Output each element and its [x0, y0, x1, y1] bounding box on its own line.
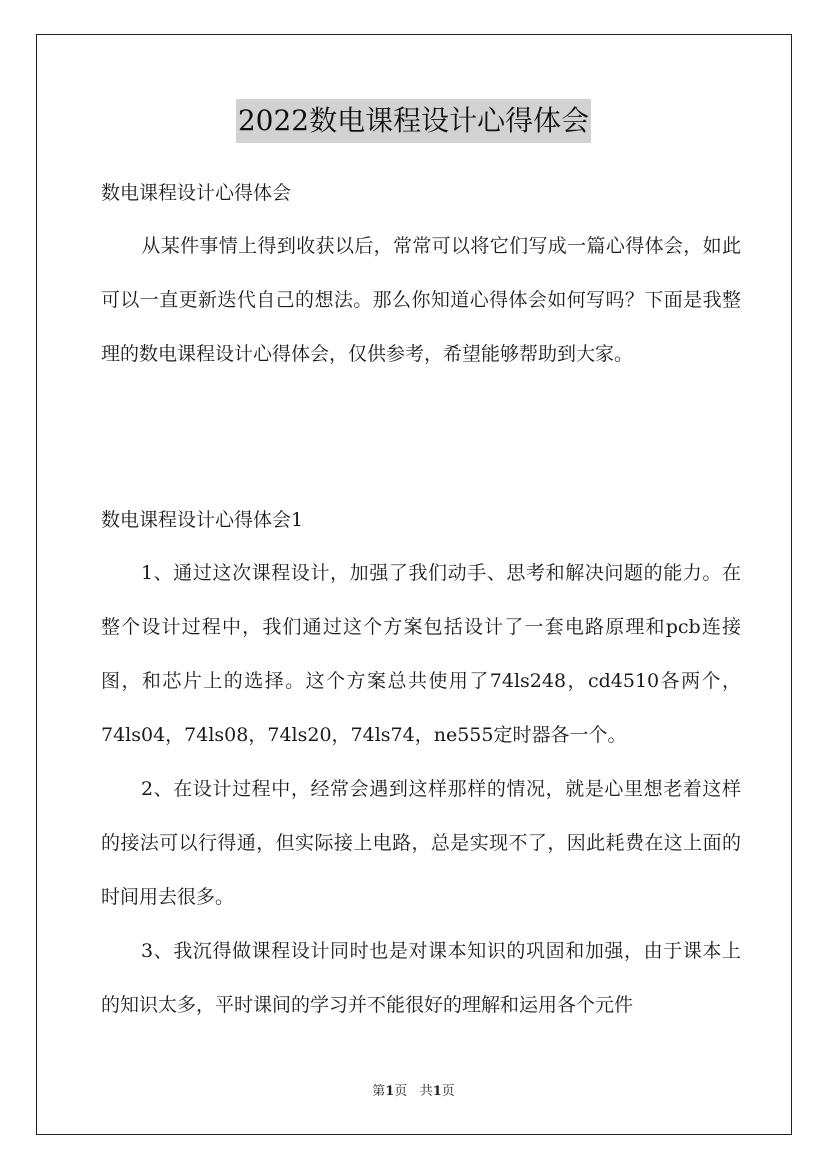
document-subtitle: 数电课程设计心得体会 — [101, 182, 292, 204]
document-title: 2022数电课程设计心得体会 — [236, 99, 591, 143]
paragraph-3-text: 3、我沉得做课程设计同时也是对课本知识的巩固和加强，由于课本上的知识太多，平时课间的学习并不能很好的理解和运用各个元件 — [101, 940, 741, 1016]
paragraph-2-text: 2、在设计过程中，经常会遇到这样那样的情况，就是心里想老着这样的接法可以行得通，但实际接上电路，总是实现不了，因此耗费在这上面的时间用去很多。 — [101, 778, 741, 908]
title-container — [0, 99, 827, 143]
footer-page-number: 1 — [385, 1084, 395, 1099]
footer-page-mid: 页 — [394, 1084, 408, 1099]
paragraph-2 — [101, 762, 741, 924]
footer-total-suffix: 页 — [441, 1084, 455, 1099]
paragraph-1 — [101, 546, 741, 762]
intro-paragraph — [101, 219, 741, 381]
paragraph-3 — [101, 924, 741, 1032]
intro-text: 从某件事情上得到收获以后，常常可以将它们写成一篇心得体会，如此可以一直更新迭代自己的想法。那么你知道心得体会如何写吗？下面是我整理的数电课程设计心得体会，仅供参考，希望能够帮助到大家。 — [101, 235, 741, 365]
section-heading: 数电课程设计心得体会1 — [101, 509, 304, 531]
paragraph-1-text: 1、通过这次课程设计，加强了我们动手、思考和解决问题的能力。在整个设计过程中，我们通过这个方案包括设计了一套电路原理和pcb连接图，和芯片上的选择。这个方案总共使用了74ls248，cd4510各两个，74ls04，74ls08，74ls20，74ls74，ne555定时器各一个。 — [101, 562, 741, 746]
page-footer — [0, 1082, 827, 1102]
footer-total-number: 1 — [432, 1084, 442, 1099]
footer-page-prefix: 第 — [372, 1084, 386, 1099]
footer-total-prefix: 共 — [419, 1084, 433, 1099]
